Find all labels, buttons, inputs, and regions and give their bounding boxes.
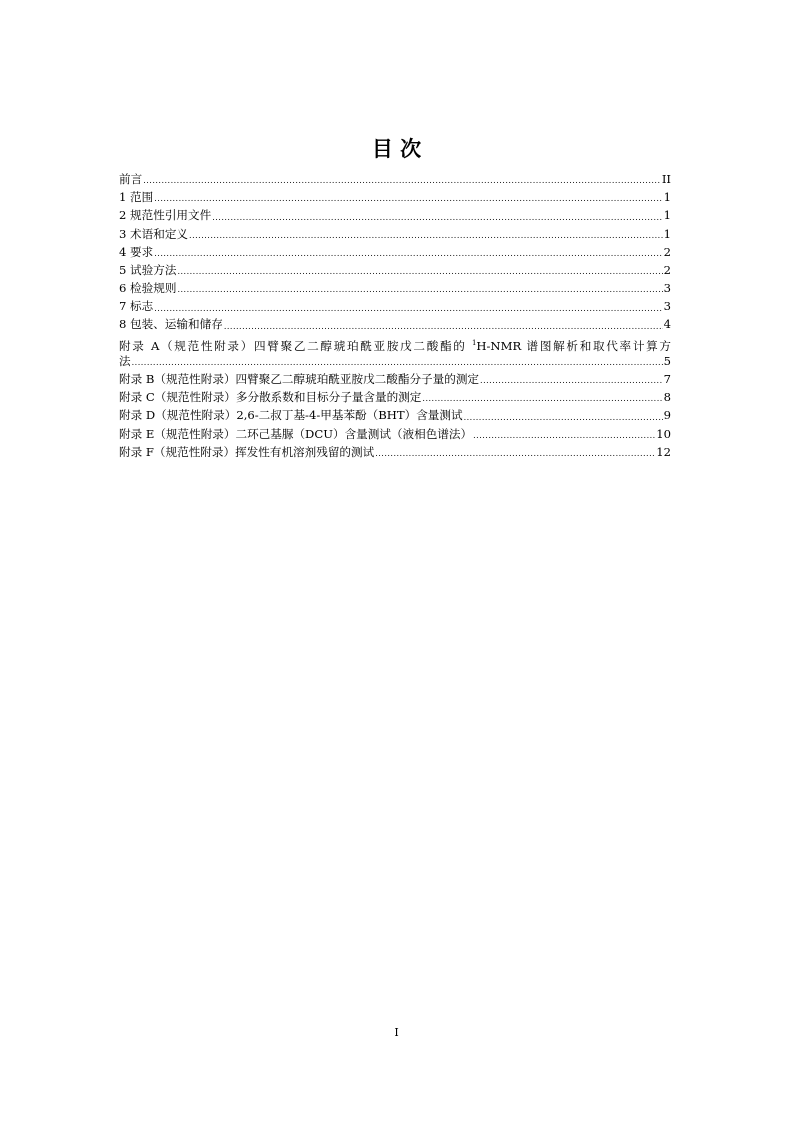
toc-entry-label: 6 检验规则 [119,281,177,296]
toc-entry-page: 1 [663,208,671,223]
toc-entry-label: 8 包装、运输和储存 [119,317,223,332]
toc-leader-dots [154,243,662,261]
toc-leader-dots [375,443,655,461]
toc-entry-label: 前言 [119,171,143,186]
toc-entry-label: 1 范围 [119,190,154,205]
toc-entry-label-part: H-NMR 谱图解析和取代率计算方 [476,338,671,353]
toc-leader-dots [154,188,662,206]
toc-entry-requirements[interactable] [119,243,671,261]
toc-entry-page: 9 [663,408,671,423]
footer-page-number: I [394,1026,399,1039]
toc-entry-label: 附录 C（规范性附录）多分散系数和目标分子量含量的测定 [119,390,422,405]
toc-entry-label-part: 附录 A（规范性附录）四臂聚乙二醇琥珀酰亚胺戊二酸酯的 [119,338,472,353]
toc-entry-page: 4 [663,317,671,332]
toc-entry-page: 1 [663,190,671,205]
table-of-contents [119,170,671,461]
toc-entry-label: 附录 E（规范性附录）二环己基脲（DCU）含量测试（液相色谱法） [119,426,473,441]
superscript: 1 [471,338,477,347]
toc-entry-page: II [661,171,671,186]
toc-entry-foreword[interactable] [119,170,671,188]
toc-leader-dots [177,279,662,297]
toc-entry-label: 附录 F（规范性附录）挥发性有机溶剂残留的测试 [119,444,375,459]
toc-entry-label: 4 要求 [119,244,154,259]
toc-entry-marking[interactable] [119,297,671,315]
toc-entry-page: 3 [663,299,671,314]
toc-entry-page: 1 [663,226,671,241]
toc-leader-dots [212,206,662,224]
toc-entry-scope[interactable] [119,188,671,206]
toc-leader-dots [480,370,663,388]
toc-entry-packaging[interactable] [119,316,671,334]
toc-entry-label: 2 规范性引用文件 [119,208,212,223]
toc-entry-appendix-c[interactable] [119,388,671,406]
toc-entry-page: 2 [663,244,671,259]
toc-entry-test-methods[interactable] [119,261,671,279]
toc-entry-label: 附录 B（规范性附录）四臂聚乙二醇琥珀酰亚胺戊二酸酯分子量的测定 [119,372,480,387]
toc-entry-terms-definitions[interactable] [119,225,671,243]
toc-leader-dots [177,261,662,279]
toc-entry-page: 12 [656,444,671,459]
toc-entry-appendix-a[interactable] [119,334,671,370]
toc-leader-dots [132,352,663,370]
toc-leader-dots [189,225,663,243]
page-title: 目 次 [371,137,422,161]
toc-entry-page: 8 [663,390,671,405]
toc-entry-page: 7 [663,372,671,387]
toc-entry-page: 2 [663,262,671,277]
toc-entry-label: 附录 D（规范性附录）2,6-二叔丁基-4-甲基苯酚（BHT）含量测试 [119,408,463,423]
toc-leader-dots [464,406,663,424]
toc-entry-inspection-rules[interactable] [119,279,671,297]
toc-leader-dots [143,170,661,188]
toc-entry-label-line2: 法 [119,353,131,368]
toc-entry-appendix-b[interactable] [119,370,671,388]
toc-leader-dots [473,425,655,443]
toc-entry-appendix-f[interactable] [119,443,671,461]
toc-entry-page: 5 [663,353,671,368]
toc-entry-label-line1 [119,334,671,352]
toc-leader-dots [422,388,662,406]
toc-entry-page: 3 [663,281,671,296]
toc-entry-appendix-e[interactable] [119,425,671,443]
toc-entry-label: 7 标志 [119,299,154,314]
toc-leader-dots [224,316,663,334]
toc-entry-appendix-d[interactable] [119,406,671,424]
toc-entry-page: 10 [656,426,671,441]
toc-entry-label: 5 试验方法 [119,262,177,277]
toc-entry-label: 3 术语和定义 [119,226,189,241]
toc-leader-dots [154,297,662,315]
toc-entry-normative-references[interactable] [119,206,671,224]
